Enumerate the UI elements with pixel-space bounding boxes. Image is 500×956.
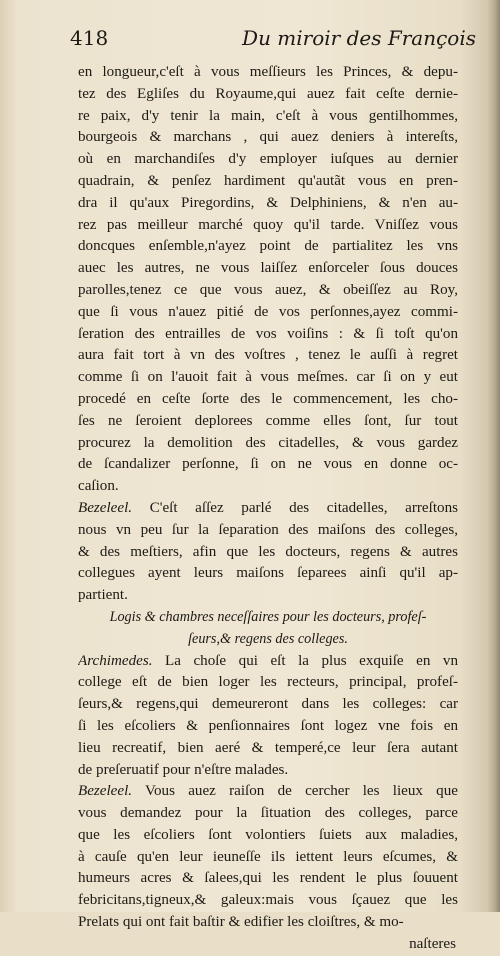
speaker-name: Bezeleel. xyxy=(78,783,133,800)
line-text: vous demandez pour la ſituation des colleges, parce xyxy=(78,805,458,822)
text-line xyxy=(78,716,458,738)
line-text: parolles,tenez ce que vous auez, & obeiſſez au Roy, xyxy=(78,281,458,298)
text-line xyxy=(78,738,458,760)
line-text: partient. xyxy=(78,587,128,604)
line-text: où en marchandiſes d'y employer iuſques au dernier xyxy=(78,151,458,168)
text-line xyxy=(78,585,458,607)
line-text: collegues ayent leurs maiſons ſeparees ainſi qu'il ap- xyxy=(78,565,458,582)
text-line xyxy=(78,149,458,171)
line-text: tez des Egliſes du Royaume,qui auez fait ceſte dernie- xyxy=(78,85,458,102)
text-line xyxy=(78,106,458,128)
line-text: lieu recreatif, bien aeré & temperé,ce leur ſera autant xyxy=(78,739,458,756)
line-text: C'eſt aſſez parlé des citadelles, arreſtons xyxy=(149,499,458,516)
line-text: que les eſcoliers ſont volontiers ſuiets aux maladies, xyxy=(78,826,458,843)
text-line xyxy=(78,171,458,193)
line-text: auec les autres, ne vous laiſſez enſorceler ſous douces xyxy=(78,260,458,277)
line-text: aura fait tort à vn des voſtres , tenez le auſſi à regret xyxy=(78,347,458,364)
line-text: ſi les eſcoliers & penſionnaires ſont logez vne fois en xyxy=(78,717,458,734)
text-line xyxy=(78,476,458,498)
text-line xyxy=(78,825,458,847)
text-line xyxy=(78,454,458,476)
page-edge xyxy=(486,0,500,912)
text-line xyxy=(78,389,458,411)
text-line xyxy=(78,84,458,106)
line-text: re paix, d'y tenir la main, c'eſt à vous gentilhommes, xyxy=(78,107,458,124)
text-line xyxy=(78,411,458,433)
line-text: ſeurs,& regens,qui demeureront dans les colleges: car xyxy=(78,696,458,713)
page-header xyxy=(70,26,476,56)
catchword: naſteres xyxy=(409,935,456,952)
text-line xyxy=(78,193,458,215)
line-text: caſion. xyxy=(78,478,119,495)
text-line xyxy=(78,62,458,84)
line-text: Vous auez raiſon de cercher les lieux que xyxy=(145,783,458,800)
paragraph-group-2 xyxy=(78,651,458,934)
line-text: bourgeois & marchans , qui auez deniers à intereſts, xyxy=(78,129,458,146)
line-text: doncques enſemble,n'ayez point de partialitez les vns xyxy=(78,238,458,255)
line-text: dra il qu'aux Piregordins, & Delphiniens, & n'en au- xyxy=(78,194,458,211)
text-line xyxy=(78,542,458,564)
text-line xyxy=(78,563,458,585)
text-line xyxy=(78,651,458,673)
line-text: en longueur,c'eſt à vous meſſieurs les Princes, & depu- xyxy=(78,64,458,80)
text-line xyxy=(78,803,458,825)
line-text: de preſeruatif pour n'eſtre malades. xyxy=(78,761,289,778)
speaker-name: Archimedes. xyxy=(78,652,153,669)
text-line xyxy=(78,215,458,237)
line-text: de ſcandalizer perſonne, ſi on ne vous en donne oc- xyxy=(78,456,458,473)
line-text: comme ſi on l'auoit fait à vous meſmes. car ſi on y eut xyxy=(78,369,458,386)
text-line xyxy=(78,258,458,280)
text-line xyxy=(78,236,458,258)
text-line xyxy=(78,127,458,149)
page-number: 418 xyxy=(70,26,109,50)
line-text: que ſi vous n'auez pitié de vos perſonnes,ayez commi- xyxy=(78,303,458,320)
line-text: & des meſtiers, afin que les docteurs, regens & autres xyxy=(78,543,458,560)
text-line xyxy=(78,324,458,346)
line-text: ſes ne ſeroient deplorees comme elles ſont, ſur tout xyxy=(78,412,458,429)
line-text: college eſt de bien loger les recteurs, principal, profeſ- xyxy=(78,674,458,691)
line-text: Prelats qui ont fait baſtir & edifier les cloiſtres, & mo- xyxy=(78,914,404,931)
text-line xyxy=(78,847,458,869)
line-text: quadrain, & penſez hardiment qu'autãt vous en pren- xyxy=(78,172,458,189)
line-text: ſeration des entrailles de vos voiſins : & ſi toſt qu'on xyxy=(78,325,458,342)
line-text: nous vn peu ſur la ſeparation des maiſons des colleges, xyxy=(78,521,458,538)
line-text: procurez la demolition des citadelles, & vous gardez xyxy=(78,434,458,451)
section-heading-line-2: ſeurs,& regens des colleges. xyxy=(188,630,348,647)
text-line xyxy=(78,890,458,912)
text-line xyxy=(78,280,458,302)
text-line xyxy=(78,912,458,934)
line-text: procedé en ceſte ſorte des le commencement, les cho- xyxy=(78,390,458,407)
text-line xyxy=(78,868,458,890)
text-line xyxy=(78,345,458,367)
text-line xyxy=(78,520,458,542)
line-text: febricitans,tigneux,& galeux:mais vous ſçauez que les xyxy=(78,892,458,909)
text-line xyxy=(78,760,458,782)
line-text: rez pas meilleur marché quoy qu'il tarde. Vniſſez vous xyxy=(78,216,458,233)
paragraph-group-1 xyxy=(78,62,458,607)
text-line xyxy=(78,433,458,455)
text-line xyxy=(78,781,458,803)
running-title: Du miroir des François xyxy=(242,26,476,50)
line-text: à cauſe qu'en leur ieuneſſe ils iettent leurs eſcumes, & xyxy=(78,848,458,865)
text-line xyxy=(78,672,458,694)
text-line xyxy=(78,367,458,389)
line-text: humeurs acres & ſalees,qui les rendent le plus ſouuent xyxy=(78,870,458,887)
line-text: La choſe qui eſt la plus exquiſe en vn xyxy=(165,652,458,669)
speaker-name: Bezeleel. xyxy=(78,499,133,516)
text-line xyxy=(78,302,458,324)
body-text xyxy=(78,62,458,956)
section-heading-line-1: Logis & chambres neceſſaires pour les docteurs, profeſ- xyxy=(109,608,427,625)
text-line xyxy=(78,694,458,716)
text-line xyxy=(78,498,458,520)
